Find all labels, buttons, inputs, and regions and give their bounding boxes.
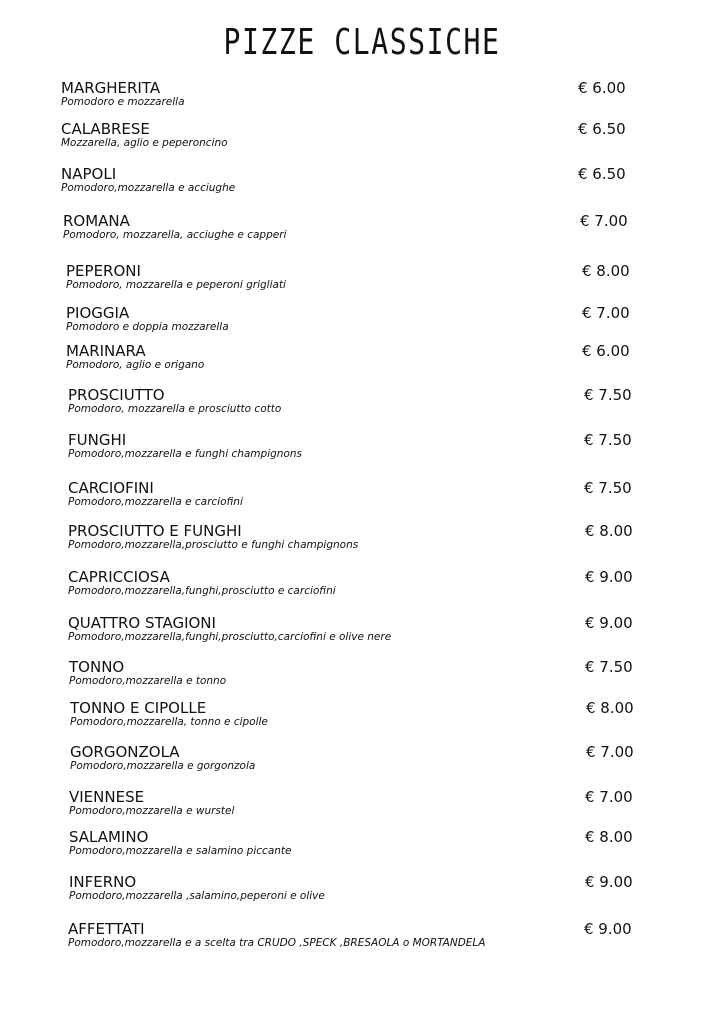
- item-description: Pomodoro,mozzarella,prosciutto e funghi champignons: [68, 539, 359, 551]
- item-description: Pomodoro,mozzarella,funghi,prosciutto,carciofini e olive nere: [68, 631, 392, 643]
- item-price: € 9.00: [585, 614, 633, 632]
- item-name: ROMANA: [63, 212, 130, 230]
- item-description: Pomodoro,mozzarella,funghi,prosciutto e carciofini: [68, 585, 336, 597]
- item-description: Pomodoro,mozzarella ,salamino,peperoni e olive: [69, 890, 325, 902]
- item-price: € 7.50: [584, 431, 632, 449]
- item-price: € 6.00: [582, 342, 630, 360]
- item-price: € 7.00: [586, 743, 634, 761]
- item-price: € 8.00: [582, 262, 630, 280]
- item-name: PEPERONI: [66, 262, 141, 280]
- item-name: INFERNO: [69, 873, 137, 891]
- item-description: Pomodoro, mozzarella, acciughe e capperi: [63, 229, 287, 241]
- item-description: Pomodoro, mozzarella e peperoni grigliati: [66, 279, 286, 291]
- item-price: € 6.00: [578, 79, 626, 97]
- item-price: € 6.50: [578, 120, 626, 138]
- item-price: € 7.00: [582, 304, 630, 322]
- item-name: CALABRESE: [61, 120, 150, 138]
- item-price: € 7.50: [584, 386, 632, 404]
- menu-title: PIZZE CLASSICHE: [223, 22, 501, 63]
- item-name: GORGONZOLA: [70, 743, 180, 761]
- item-name: TONNO: [69, 658, 125, 676]
- item-description: Pomodoro e mozzarella: [61, 96, 185, 108]
- item-price: € 7.50: [585, 658, 633, 676]
- item-name: FUNGHI: [68, 431, 127, 449]
- item-price: € 9.00: [584, 920, 632, 938]
- item-price: € 8.00: [585, 522, 633, 540]
- item-description: Pomodoro,mozzarella, tonno e cipolle: [70, 716, 268, 728]
- item-name: CAPRICCIOSA: [68, 568, 170, 586]
- item-price: € 7.50: [584, 479, 632, 497]
- item-name: AFFETTATI: [68, 920, 145, 938]
- item-price: € 6.50: [578, 165, 626, 183]
- item-description: Pomodoro,mozzarella e acciughe: [61, 182, 236, 194]
- item-description: Pomodoro,mozzarella e funghi champignons: [68, 448, 302, 460]
- item-price: € 9.00: [585, 873, 633, 891]
- item-description: Pomodoro,mozzarella e gorgonzola: [70, 760, 256, 772]
- item-name: QUATTRO STAGIONI: [68, 614, 216, 632]
- item-price: € 8.00: [585, 828, 633, 846]
- item-description: Pomodoro e doppia mozzarella: [66, 321, 229, 333]
- item-description: Pomodoro,mozzarella e carciofini: [68, 496, 243, 508]
- item-name: TONNO E CIPOLLE: [70, 699, 207, 717]
- item-price: € 9.00: [585, 568, 633, 586]
- item-description: Pomodoro,mozzarella e wurstel: [69, 805, 235, 817]
- item-description: Pomodoro,mozzarella e salamino piccante: [69, 845, 292, 857]
- item-name: VIENNESE: [69, 788, 145, 806]
- item-price: € 7.00: [585, 788, 633, 806]
- item-name: PIOGGIA: [66, 304, 130, 322]
- item-name: NAPOLI: [61, 165, 117, 183]
- item-name: MARGHERITA: [61, 79, 161, 97]
- item-description: Pomodoro, mozzarella e prosciutto cotto: [68, 403, 282, 415]
- item-name: CARCIOFINI: [68, 479, 154, 497]
- item-name: SALAMINO: [69, 828, 149, 846]
- item-price: € 8.00: [586, 699, 634, 717]
- item-name: PROSCIUTTO: [68, 386, 165, 404]
- item-price: € 7.00: [580, 212, 628, 230]
- item-description: Pomodoro,mozzarella e a scelta tra CRUDO ,SPECK ,BRESAOLA o MORTANDELA: [68, 937, 486, 949]
- item-name: MARINARA: [66, 342, 146, 360]
- item-name: PROSCIUTTO E FUNGHI: [68, 522, 242, 540]
- item-description: Pomodoro,mozzarella e tonno: [69, 675, 227, 687]
- item-description: Pomodoro, aglio e origano: [66, 359, 205, 371]
- item-description: Mozzarella, aglio e peperoncino: [61, 137, 228, 149]
